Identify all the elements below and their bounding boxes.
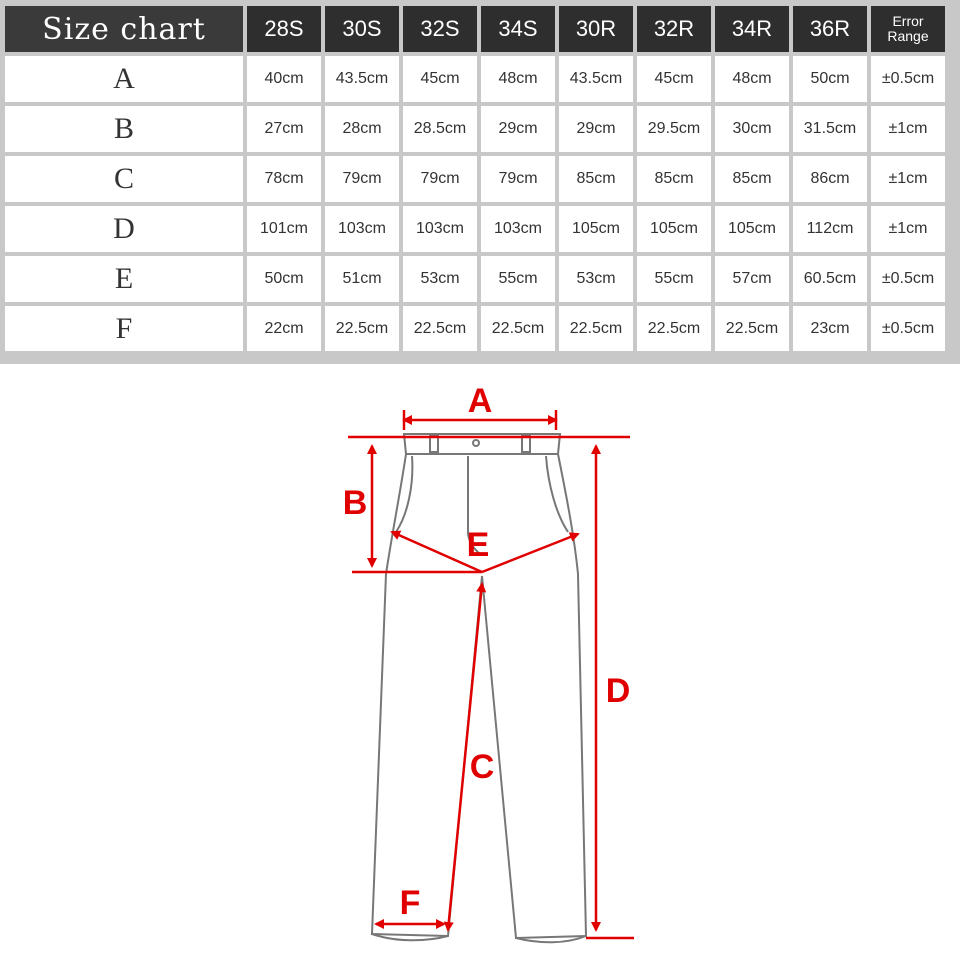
pants-diagram-svg — [0, 364, 960, 960]
size-value-cell: 40cm — [247, 56, 321, 102]
size-value-cell: 60.5cm — [793, 256, 867, 302]
size-chart-table — [0, 0, 960, 364]
size-value-cell: 48cm — [715, 56, 789, 102]
label-e: E — [466, 526, 490, 564]
label-d: D — [605, 672, 631, 710]
size-value-cell: 22.5cm — [559, 306, 633, 351]
size-value-cell: 51cm — [325, 256, 399, 302]
error-range-header — [871, 6, 945, 52]
size-value-cell: 78cm — [247, 156, 321, 202]
size-value-cell: 28cm — [325, 106, 399, 152]
size-value-cell: 22.5cm — [481, 306, 555, 351]
error-range-cell: ±0.5cm — [871, 256, 945, 302]
size-value-cell: 57cm — [715, 256, 789, 302]
right-leg-outline — [482, 454, 586, 938]
belt-loop-right — [522, 436, 530, 452]
size-value-cell: 43.5cm — [325, 56, 399, 102]
row-label-f: F — [5, 306, 243, 351]
size-value-cell: 45cm — [637, 56, 711, 102]
size-value-cell: 50cm — [247, 256, 321, 302]
column-header-30r: 30R — [559, 6, 633, 52]
size-value-cell: 31.5cm — [793, 106, 867, 152]
pants-measurement-diagram — [0, 364, 960, 960]
column-header-34s: 34S — [481, 6, 555, 52]
size-value-cell: 22.5cm — [637, 306, 711, 351]
size-value-cell: 103cm — [481, 206, 555, 252]
measure-e-line-right — [482, 534, 578, 572]
size-value-cell: 103cm — [325, 206, 399, 252]
row-label-e: E — [5, 256, 243, 302]
size-value-cell: 105cm — [559, 206, 633, 252]
size-chart-grid — [5, 6, 953, 358]
table-title: Size chart — [5, 6, 243, 52]
row-label-b: B — [5, 106, 243, 152]
size-value-cell: 53cm — [403, 256, 477, 302]
size-value-cell: 105cm — [715, 206, 789, 252]
size-value-cell: 86cm — [793, 156, 867, 202]
label-f: F — [399, 884, 421, 922]
column-header-32s: 32S — [403, 6, 477, 52]
size-value-cell: 22.5cm — [325, 306, 399, 351]
size-value-cell: 55cm — [481, 256, 555, 302]
error-range-cell: ±0.5cm — [871, 56, 945, 102]
column-header-36r: 36R — [793, 6, 867, 52]
size-value-cell: 79cm — [325, 156, 399, 202]
label-a: A — [467, 382, 493, 420]
size-value-cell: 105cm — [637, 206, 711, 252]
size-value-cell: 22.5cm — [403, 306, 477, 351]
size-value-cell: 29cm — [559, 106, 633, 152]
size-value-cell: 22.5cm — [715, 306, 789, 351]
size-value-cell: 43.5cm — [559, 56, 633, 102]
size-value-cell: 45cm — [403, 56, 477, 102]
row-label-d: D — [5, 206, 243, 252]
error-range-cell: ±0.5cm — [871, 306, 945, 351]
error-range-cell: ±1cm — [871, 206, 945, 252]
size-value-cell: 22cm — [247, 306, 321, 351]
error-range-header-line: Range — [887, 28, 929, 44]
error-range-cell: ±1cm — [871, 156, 945, 202]
size-value-cell: 30cm — [715, 106, 789, 152]
left-leg-outline — [372, 454, 482, 936]
row-label-c: C — [5, 156, 243, 202]
belt-loop-left — [430, 436, 438, 452]
row-label-a: A — [5, 56, 243, 102]
label-c: C — [469, 748, 495, 786]
column-header-32r: 32R — [637, 6, 711, 52]
size-value-cell: 23cm — [793, 306, 867, 351]
size-value-cell: 85cm — [715, 156, 789, 202]
size-value-cell: 79cm — [403, 156, 477, 202]
size-value-cell: 48cm — [481, 56, 555, 102]
size-value-cell: 29.5cm — [637, 106, 711, 152]
size-value-cell: 112cm — [793, 206, 867, 252]
size-value-cell: 28.5cm — [403, 106, 477, 152]
error-range-cell: ±1cm — [871, 106, 945, 152]
size-value-cell: 27cm — [247, 106, 321, 152]
size-value-cell: 55cm — [637, 256, 711, 302]
size-value-cell: 79cm — [481, 156, 555, 202]
size-value-cell: 29cm — [481, 106, 555, 152]
size-value-cell: 85cm — [559, 156, 633, 202]
size-value-cell: 103cm — [403, 206, 477, 252]
column-header-34r: 34R — [715, 6, 789, 52]
size-value-cell: 50cm — [793, 56, 867, 102]
size-value-cell: 53cm — [559, 256, 633, 302]
error-range-header-line: Error — [892, 13, 924, 29]
size-value-cell: 85cm — [637, 156, 711, 202]
column-header-28s: 28S — [247, 6, 321, 52]
column-header-30s: 30S — [325, 6, 399, 52]
waist-button — [473, 440, 479, 446]
pants-outline — [372, 434, 586, 942]
label-b: B — [342, 484, 368, 522]
size-value-cell: 101cm — [247, 206, 321, 252]
